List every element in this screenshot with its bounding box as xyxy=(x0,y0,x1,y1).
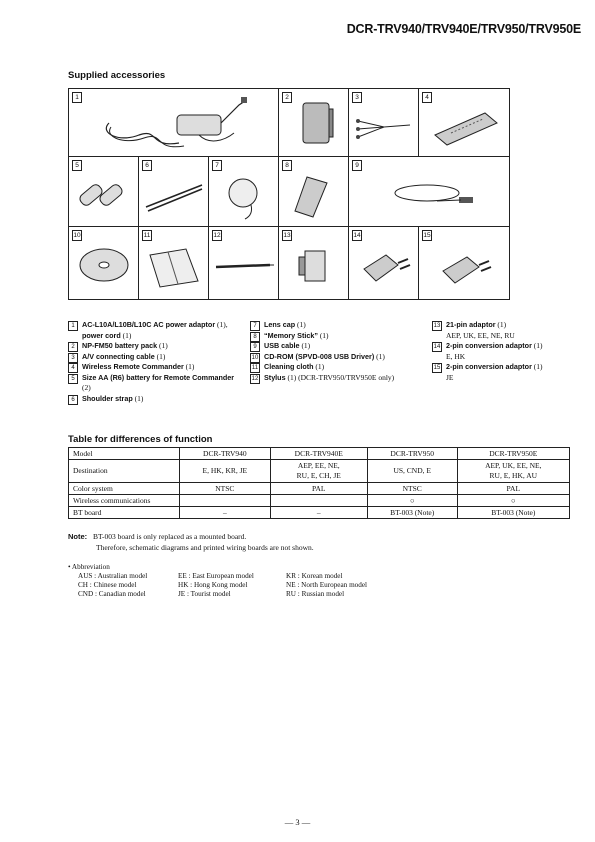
list-item: 5 Size AA (R6) battery for Remote Commander (2) xyxy=(68,373,243,394)
cell-number: 6 xyxy=(142,160,152,171)
conversion-adaptor-icon xyxy=(356,245,412,289)
accessories-grid xyxy=(68,88,510,300)
cell-15 xyxy=(419,227,509,299)
cell-number: 2 xyxy=(282,92,292,103)
list-item: 3 A/V connecting cable (1) xyxy=(68,352,243,363)
table-row: Color system NTSC PAL NTSC PAL xyxy=(69,483,570,495)
page-number: — 3 — xyxy=(284,817,311,827)
cell-14 xyxy=(349,227,419,299)
memory-stick-icon xyxy=(293,175,333,219)
cell-2 xyxy=(279,89,349,157)
cell-number: 14 xyxy=(353,232,361,239)
cell-1 xyxy=(69,89,279,157)
cell-number: 13 xyxy=(283,232,291,239)
list-item: 8 “Memory Stick” (1) xyxy=(250,331,425,342)
note-label: Note: xyxy=(68,532,88,541)
shoulder-strap-icon xyxy=(142,177,206,217)
note: Note: BT-003 board is only replaced as a mounted board. Therefore, schematic diagrams and printed wiring boards are not shown. xyxy=(68,532,314,552)
list-item: 11 Cleaning cloth (1) xyxy=(251,362,325,371)
cell-number: 10 xyxy=(73,232,81,239)
list-item: 9 USB cable (1) xyxy=(250,341,425,352)
list-item: 4 Wireless Remote Commander (1) xyxy=(68,362,243,373)
abbreviation-col1: AUS : Australian model CH : Chinese model CND : Canadian model xyxy=(78,572,148,598)
cell-7 xyxy=(209,157,279,227)
cell-6 xyxy=(139,157,209,227)
table-row: BT board – – BT-003 (Note) BT-003 (Note) xyxy=(69,507,570,519)
abbreviation-title: • Abbreviation xyxy=(68,563,110,571)
cell-number: 1 xyxy=(72,92,82,103)
usb-cable-icon xyxy=(377,177,477,217)
lens-cap-icon xyxy=(225,171,265,221)
abbreviation-col2: EE : East European model HK : Hong Kong model JE : Tourist model xyxy=(178,572,254,598)
accessories-title: Supplied accessories xyxy=(68,70,166,81)
abbreviation-col3: KR : Korean model NE : North European model RU : Russian model xyxy=(286,572,368,598)
list-item: 7 Lens cap (1) xyxy=(250,320,425,331)
table-row: Wireless communications ○ ○ xyxy=(69,495,570,507)
list-item: 13 21-pin adaptor (1) AEP, UK, EE, NE, RU xyxy=(433,320,515,340)
cell-13 xyxy=(279,227,349,299)
ac-adaptor-icon xyxy=(99,93,249,153)
accessories-list-col3 xyxy=(432,320,572,383)
list-item: 6 Shoulder strap (1) xyxy=(68,394,243,405)
table-row: Destination E, HK, KR, JE AEP, EE, NE, RU, E, CH, JE US, CND, E AEP, UK, EE, NE, RU, E, HK, AU xyxy=(69,460,570,483)
cell-5 xyxy=(69,157,139,227)
battery-pack-icon xyxy=(297,99,337,149)
av-cable-icon xyxy=(354,109,414,149)
list-item: 12 Stylus (1) (DCR-TRV950/TRV950E only) xyxy=(251,372,395,382)
cell-4 xyxy=(419,89,509,157)
accessories-list-col2 xyxy=(250,320,425,383)
remote-commander-icon xyxy=(431,107,501,147)
cell-10 xyxy=(69,227,139,299)
cell-8 xyxy=(279,157,349,227)
cell-11 xyxy=(139,227,209,299)
differences-table xyxy=(68,447,570,519)
aa-battery-icon xyxy=(75,171,131,221)
cell-number: 15 xyxy=(423,232,431,239)
cell-number: 12 xyxy=(213,232,221,239)
stylus-icon xyxy=(214,257,274,277)
list-item: 2 NP-FM50 battery pack (1) xyxy=(68,341,243,352)
cell-number: 4 xyxy=(422,92,432,103)
21-pin-adaptor-icon xyxy=(297,247,333,287)
cell-number: 7 xyxy=(212,160,222,171)
list-item: 15 2-pin conversion adaptor (1) JE xyxy=(433,362,543,382)
cell-12 xyxy=(209,227,279,299)
list-item: 1 AC-L10A/L10B/L10C AC power adaptor (1), power cord (1) xyxy=(68,320,243,341)
cell-9 xyxy=(349,157,509,227)
cell-number: 9 xyxy=(352,160,362,171)
cleaning-cloth-icon xyxy=(146,245,202,289)
accessories-list-col1 xyxy=(68,320,243,404)
cell-3 xyxy=(349,89,419,157)
cell-number: 8 xyxy=(282,160,292,171)
conversion-adaptor-jp-icon xyxy=(433,245,493,289)
table-row: Model DCR-TRV940 DCR-TRV940E DCR-TRV950 DCR-TRV950E xyxy=(69,448,570,460)
cd-rom-icon xyxy=(76,245,132,285)
list-item: 10 CD-ROM (SPVD-008 USB Driver) (1) xyxy=(251,351,385,361)
list-item: 14 2-pin conversion adaptor (1) E, HK xyxy=(433,341,543,361)
cell-number: 5 xyxy=(72,160,82,171)
cell-number: 11 xyxy=(143,232,151,239)
cell-number: 3 xyxy=(352,92,362,103)
table-title: Table for differences of function xyxy=(68,434,213,445)
page-header: DCR-TRV940/TRV940E/TRV950/TRV950E xyxy=(346,22,581,36)
